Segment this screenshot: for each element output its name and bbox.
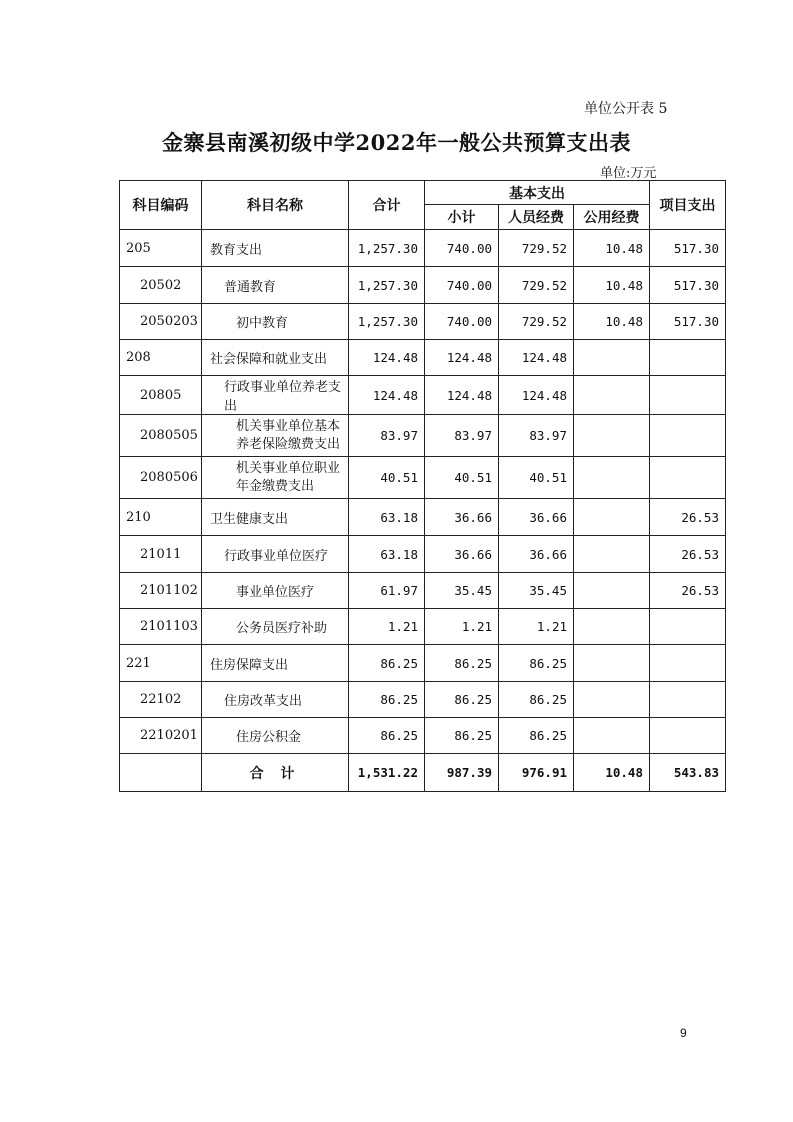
page-number: 9 [680, 1026, 687, 1040]
cell-total: 83.97 [349, 415, 425, 457]
table-row [120, 645, 726, 682]
cell-name: 住房保障支出 [202, 645, 349, 682]
cell-public [574, 376, 650, 415]
cell-personnel: 124.48 [499, 376, 574, 415]
cell-project [650, 718, 726, 754]
cell-total: 63.18 [349, 499, 425, 536]
cell-code: 208 [120, 340, 202, 376]
cell-code: 2080506 [120, 457, 202, 499]
cell-name: 机关事业单位职业年金缴费支出 [202, 457, 349, 499]
total-cell-label: 合 计 [202, 754, 349, 792]
cell-code: 22102 [120, 682, 202, 718]
cell-project: 517.30 [650, 267, 726, 304]
cell-total: 1,257.30 [349, 304, 425, 340]
cell-project: 26.53 [650, 536, 726, 573]
cell-subtotal: 124.48 [425, 340, 499, 376]
cell-personnel: 1.21 [499, 609, 574, 645]
cell-total: 86.25 [349, 682, 425, 718]
table-body [120, 230, 726, 792]
cell-public [574, 499, 650, 536]
total-row [120, 754, 726, 792]
cell-public [574, 573, 650, 609]
cell-code: 210 [120, 499, 202, 536]
cell-total: 1,257.30 [349, 267, 425, 304]
header-subtotal: 小计 [425, 205, 499, 230]
header-personnel: 人员经费 [499, 205, 574, 230]
total-cell-total: 1,531.22 [349, 754, 425, 792]
table-row [120, 340, 726, 376]
cell-project [650, 457, 726, 499]
cell-public: 10.48 [574, 267, 650, 304]
cell-total: 63.18 [349, 536, 425, 573]
cell-code: 2101102 [120, 573, 202, 609]
cell-personnel: 83.97 [499, 415, 574, 457]
cell-subtotal: 35.45 [425, 573, 499, 609]
budget-table [119, 180, 726, 792]
cell-public [574, 457, 650, 499]
cell-personnel: 86.25 [499, 718, 574, 754]
cell-personnel: 35.45 [499, 573, 574, 609]
form-number: 单位公开表 5 [584, 101, 668, 117]
cell-code: 20502 [120, 267, 202, 304]
cell-project: 517.30 [650, 230, 726, 267]
cell-name: 教育支出 [202, 230, 349, 267]
cell-name: 公务员医疗补助 [202, 609, 349, 645]
unit-label: 单位:万元 [600, 166, 657, 181]
cell-personnel: 729.52 [499, 267, 574, 304]
cell-personnel: 36.66 [499, 536, 574, 573]
cell-name: 行政事业单位养老支出 [202, 376, 349, 415]
cell-code: 2080505 [120, 415, 202, 457]
table-row [120, 457, 726, 499]
total-cell-subtotal: 987.39 [425, 754, 499, 792]
cell-personnel: 86.25 [499, 645, 574, 682]
table-row [120, 415, 726, 457]
cell-personnel: 124.48 [499, 340, 574, 376]
cell-total: 124.48 [349, 376, 425, 415]
table-row [120, 499, 726, 536]
cell-name: 行政事业单位医疗 [202, 536, 349, 573]
cell-code: 2101103 [120, 609, 202, 645]
total-cell-public: 10.48 [574, 754, 650, 792]
cell-subtotal: 1.21 [425, 609, 499, 645]
table-row [120, 682, 726, 718]
cell-personnel: 40.51 [499, 457, 574, 499]
cell-public [574, 340, 650, 376]
cell-personnel: 86.25 [499, 682, 574, 718]
cell-project: 26.53 [650, 573, 726, 609]
cell-name: 机关事业单位基本养老保险缴费支出 [202, 415, 349, 457]
cell-subtotal: 740.00 [425, 230, 499, 267]
cell-public [574, 415, 650, 457]
cell-total: 40.51 [349, 457, 425, 499]
cell-subtotal: 86.25 [425, 682, 499, 718]
cell-project [650, 340, 726, 376]
cell-public [574, 609, 650, 645]
cell-name: 事业单位医疗 [202, 573, 349, 609]
cell-name: 初中教育 [202, 304, 349, 340]
table-row [120, 376, 726, 415]
cell-public [574, 718, 650, 754]
cell-personnel: 729.52 [499, 304, 574, 340]
cell-name: 社会保障和就业支出 [202, 340, 349, 376]
cell-name: 卫生健康支出 [202, 499, 349, 536]
cell-code: 2050203 [120, 304, 202, 340]
cell-personnel: 729.52 [499, 230, 574, 267]
table-row [120, 718, 726, 754]
cell-subtotal: 124.48 [425, 376, 499, 415]
table-row [120, 536, 726, 573]
cell-public [574, 536, 650, 573]
header-project: 项目支出 [650, 181, 726, 230]
cell-subtotal: 40.51 [425, 457, 499, 499]
cell-subtotal: 36.66 [425, 536, 499, 573]
header-name: 科目名称 [202, 181, 349, 230]
cell-subtotal: 86.25 [425, 718, 499, 754]
cell-code: 221 [120, 645, 202, 682]
total-cell-code [120, 754, 202, 792]
cell-project [650, 645, 726, 682]
total-cell-project: 543.83 [650, 754, 726, 792]
cell-total: 86.25 [349, 718, 425, 754]
cell-project: 26.53 [650, 499, 726, 536]
header-total: 合计 [349, 181, 425, 230]
cell-public: 10.48 [574, 304, 650, 340]
cell-code: 20805 [120, 376, 202, 415]
cell-public: 10.48 [574, 230, 650, 267]
cell-total: 86.25 [349, 645, 425, 682]
cell-public [574, 645, 650, 682]
cell-project [650, 415, 726, 457]
cell-code: 21011 [120, 536, 202, 573]
table-row [120, 230, 726, 267]
header-public: 公用经费 [574, 205, 650, 230]
header-code: 科目编码 [120, 181, 202, 230]
cell-subtotal: 740.00 [425, 304, 499, 340]
cell-subtotal: 86.25 [425, 645, 499, 682]
cell-name: 普通教育 [202, 267, 349, 304]
total-cell-personnel: 976.91 [499, 754, 574, 792]
cell-total: 1.21 [349, 609, 425, 645]
cell-code: 205 [120, 230, 202, 267]
table-row [120, 267, 726, 304]
cell-project [650, 682, 726, 718]
cell-personnel: 36.66 [499, 499, 574, 536]
cell-code: 2210201 [120, 718, 202, 754]
table-row [120, 573, 726, 609]
cell-project [650, 609, 726, 645]
table-row [120, 304, 726, 340]
cell-total: 124.48 [349, 340, 425, 376]
table-row [120, 609, 726, 645]
page-title: 金寨县南溪初级中学2022年一般公共预算支出表 [162, 130, 631, 155]
cell-subtotal: 740.00 [425, 267, 499, 304]
cell-public [574, 682, 650, 718]
cell-total: 1,257.30 [349, 230, 425, 267]
cell-name: 住房公积金 [202, 718, 349, 754]
cell-project [650, 376, 726, 415]
cell-name: 住房改革支出 [202, 682, 349, 718]
cell-total: 61.97 [349, 573, 425, 609]
cell-project: 517.30 [650, 304, 726, 340]
header-basic: 基本支出 [425, 181, 650, 205]
cell-subtotal: 36.66 [425, 499, 499, 536]
cell-subtotal: 83.97 [425, 415, 499, 457]
